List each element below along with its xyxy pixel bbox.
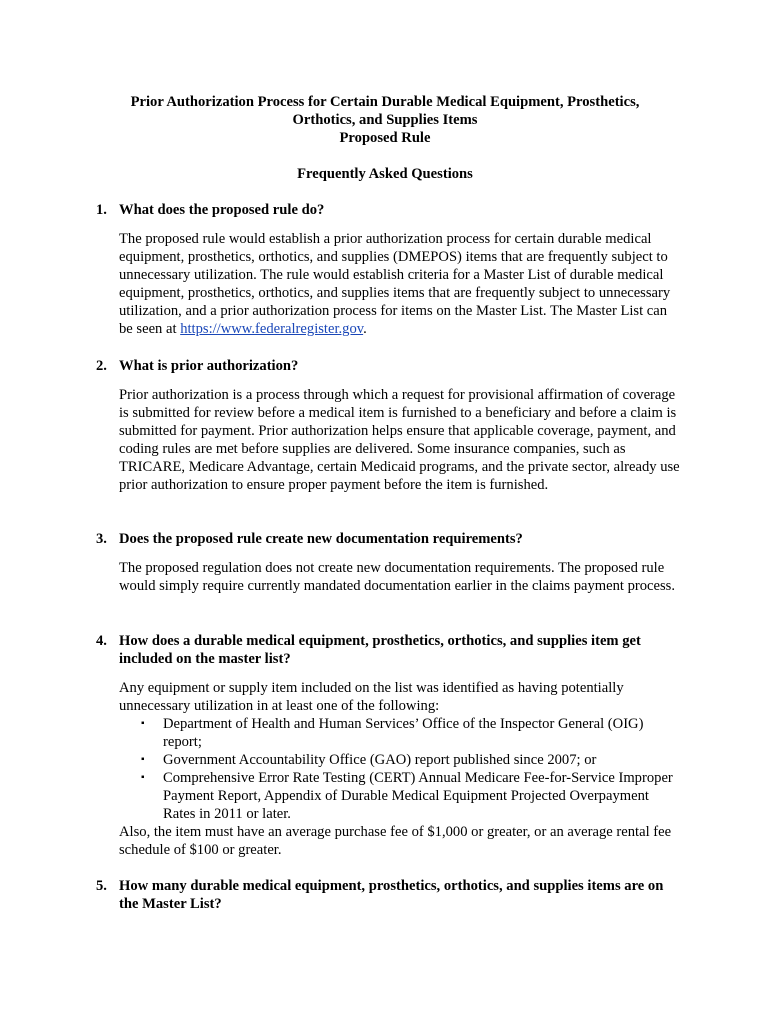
title-line-1: Prior Authorization Process for Certain Durable Medical Equipment, Prosthetics, xyxy=(130,94,640,110)
title-line-2: Orthotics, and Supplies Items xyxy=(292,112,478,128)
faq-item-3 xyxy=(96,530,681,595)
answer-4 xyxy=(119,679,681,859)
question-text: What does the proposed rule do? xyxy=(119,202,325,218)
question-2 xyxy=(96,357,681,375)
list-item xyxy=(119,715,681,751)
answer-2 xyxy=(119,386,681,494)
answer-1 xyxy=(119,230,681,338)
answer-3 xyxy=(119,559,681,595)
answer-text-end: . xyxy=(363,321,367,337)
criteria-list xyxy=(119,715,681,823)
list-item-text: Comprehensive Error Rate Testing (CERT) Annual Medicare Fee-for-Service Improper Payment Report, Appendix of Durable Medical Equipment Projected Overpayment Rates in 2011 or later. xyxy=(163,770,673,822)
answer-intro: Any equipment or supply item included on the list was identified as having potentially unnecessary utilization in at least one of the following: xyxy=(119,680,624,714)
list-item-text: Government Accountability Office (GAO) report published since 2007; or xyxy=(163,752,597,768)
question-5 xyxy=(96,877,681,913)
document-title xyxy=(80,93,690,147)
title-line-3: Proposed Rule xyxy=(339,130,431,146)
question-text: How does a durable medical equipment, prosthetics, orthotics, and supplies item get included on the master list? xyxy=(119,633,641,667)
question-3 xyxy=(96,530,681,548)
answer-paragraph: Prior authorization is a process through which a request for provisional affirmation of coverage is submitted for review before a medical item is furnished to a beneficiary and before a claim is submitted for payment. Prior authorization helps ensure that applicable coverage, payment, and coding rules are met before supplies are delivered. Some insurance companies, such as TRICARE, Medicare Advantage, certain Medicaid programs, and the private sector, already use prior authorization to ensure proper payment before the item is furnished. xyxy=(119,387,680,493)
question-text: Does the proposed rule create new documentation requirements? xyxy=(119,531,523,547)
answer-paragraph: The proposed regulation does not create new documentation requirements. The proposed rule would simply require currently mandated documentation earlier in the claims payment process. xyxy=(119,560,676,594)
question-number: 1. xyxy=(96,202,107,218)
faq-item-5 xyxy=(96,877,681,913)
question-number: 2. xyxy=(96,358,107,374)
answer-text: The proposed rule would establish a prior authorization process for certain durable medical equipment, prosthetics, orthotics, and supplies (DMEPOS) items that are frequently subject to unnecessary utilization. The rule would establish criteria for a Master List of durable medical equipment, prosthetics, orthotics, and supplies items that are frequently subject to unnecessary utilization, and a prior authorization process for items on the Master List. The Master List can be seen at xyxy=(119,231,671,337)
list-item-text: Department of Health and Human Services’ Office of the Inspector General (OIG) report; xyxy=(163,716,644,750)
bullet-icon: ▪ xyxy=(141,718,145,729)
federal-register-link[interactable]: https://www.federalregister.gov xyxy=(180,321,364,337)
faq-heading: Frequently Asked Questions xyxy=(297,166,473,182)
bullet-icon: ▪ xyxy=(141,772,145,783)
list-item xyxy=(119,769,681,823)
answer-paragraph xyxy=(119,230,681,338)
question-4 xyxy=(96,632,681,668)
answer-outro: Also, the item must have an average purchase fee of $1,000 or greater, or an average rental fee schedule of $100 or greater. xyxy=(119,824,672,858)
faq-item-2 xyxy=(96,357,681,494)
question-number: 5. xyxy=(96,878,107,894)
question-number: 3. xyxy=(96,531,107,547)
bullet-icon: ▪ xyxy=(141,754,145,765)
list-item xyxy=(119,751,681,769)
question-text: How many durable medical equipment, prosthetics, orthotics, and supplies items are on the Master List? xyxy=(119,878,664,912)
faq-item-4 xyxy=(96,632,681,859)
question-number: 4. xyxy=(96,633,107,649)
question-1 xyxy=(96,201,681,219)
faq-item-1 xyxy=(96,201,681,338)
question-text: What is prior authorization? xyxy=(119,358,299,374)
